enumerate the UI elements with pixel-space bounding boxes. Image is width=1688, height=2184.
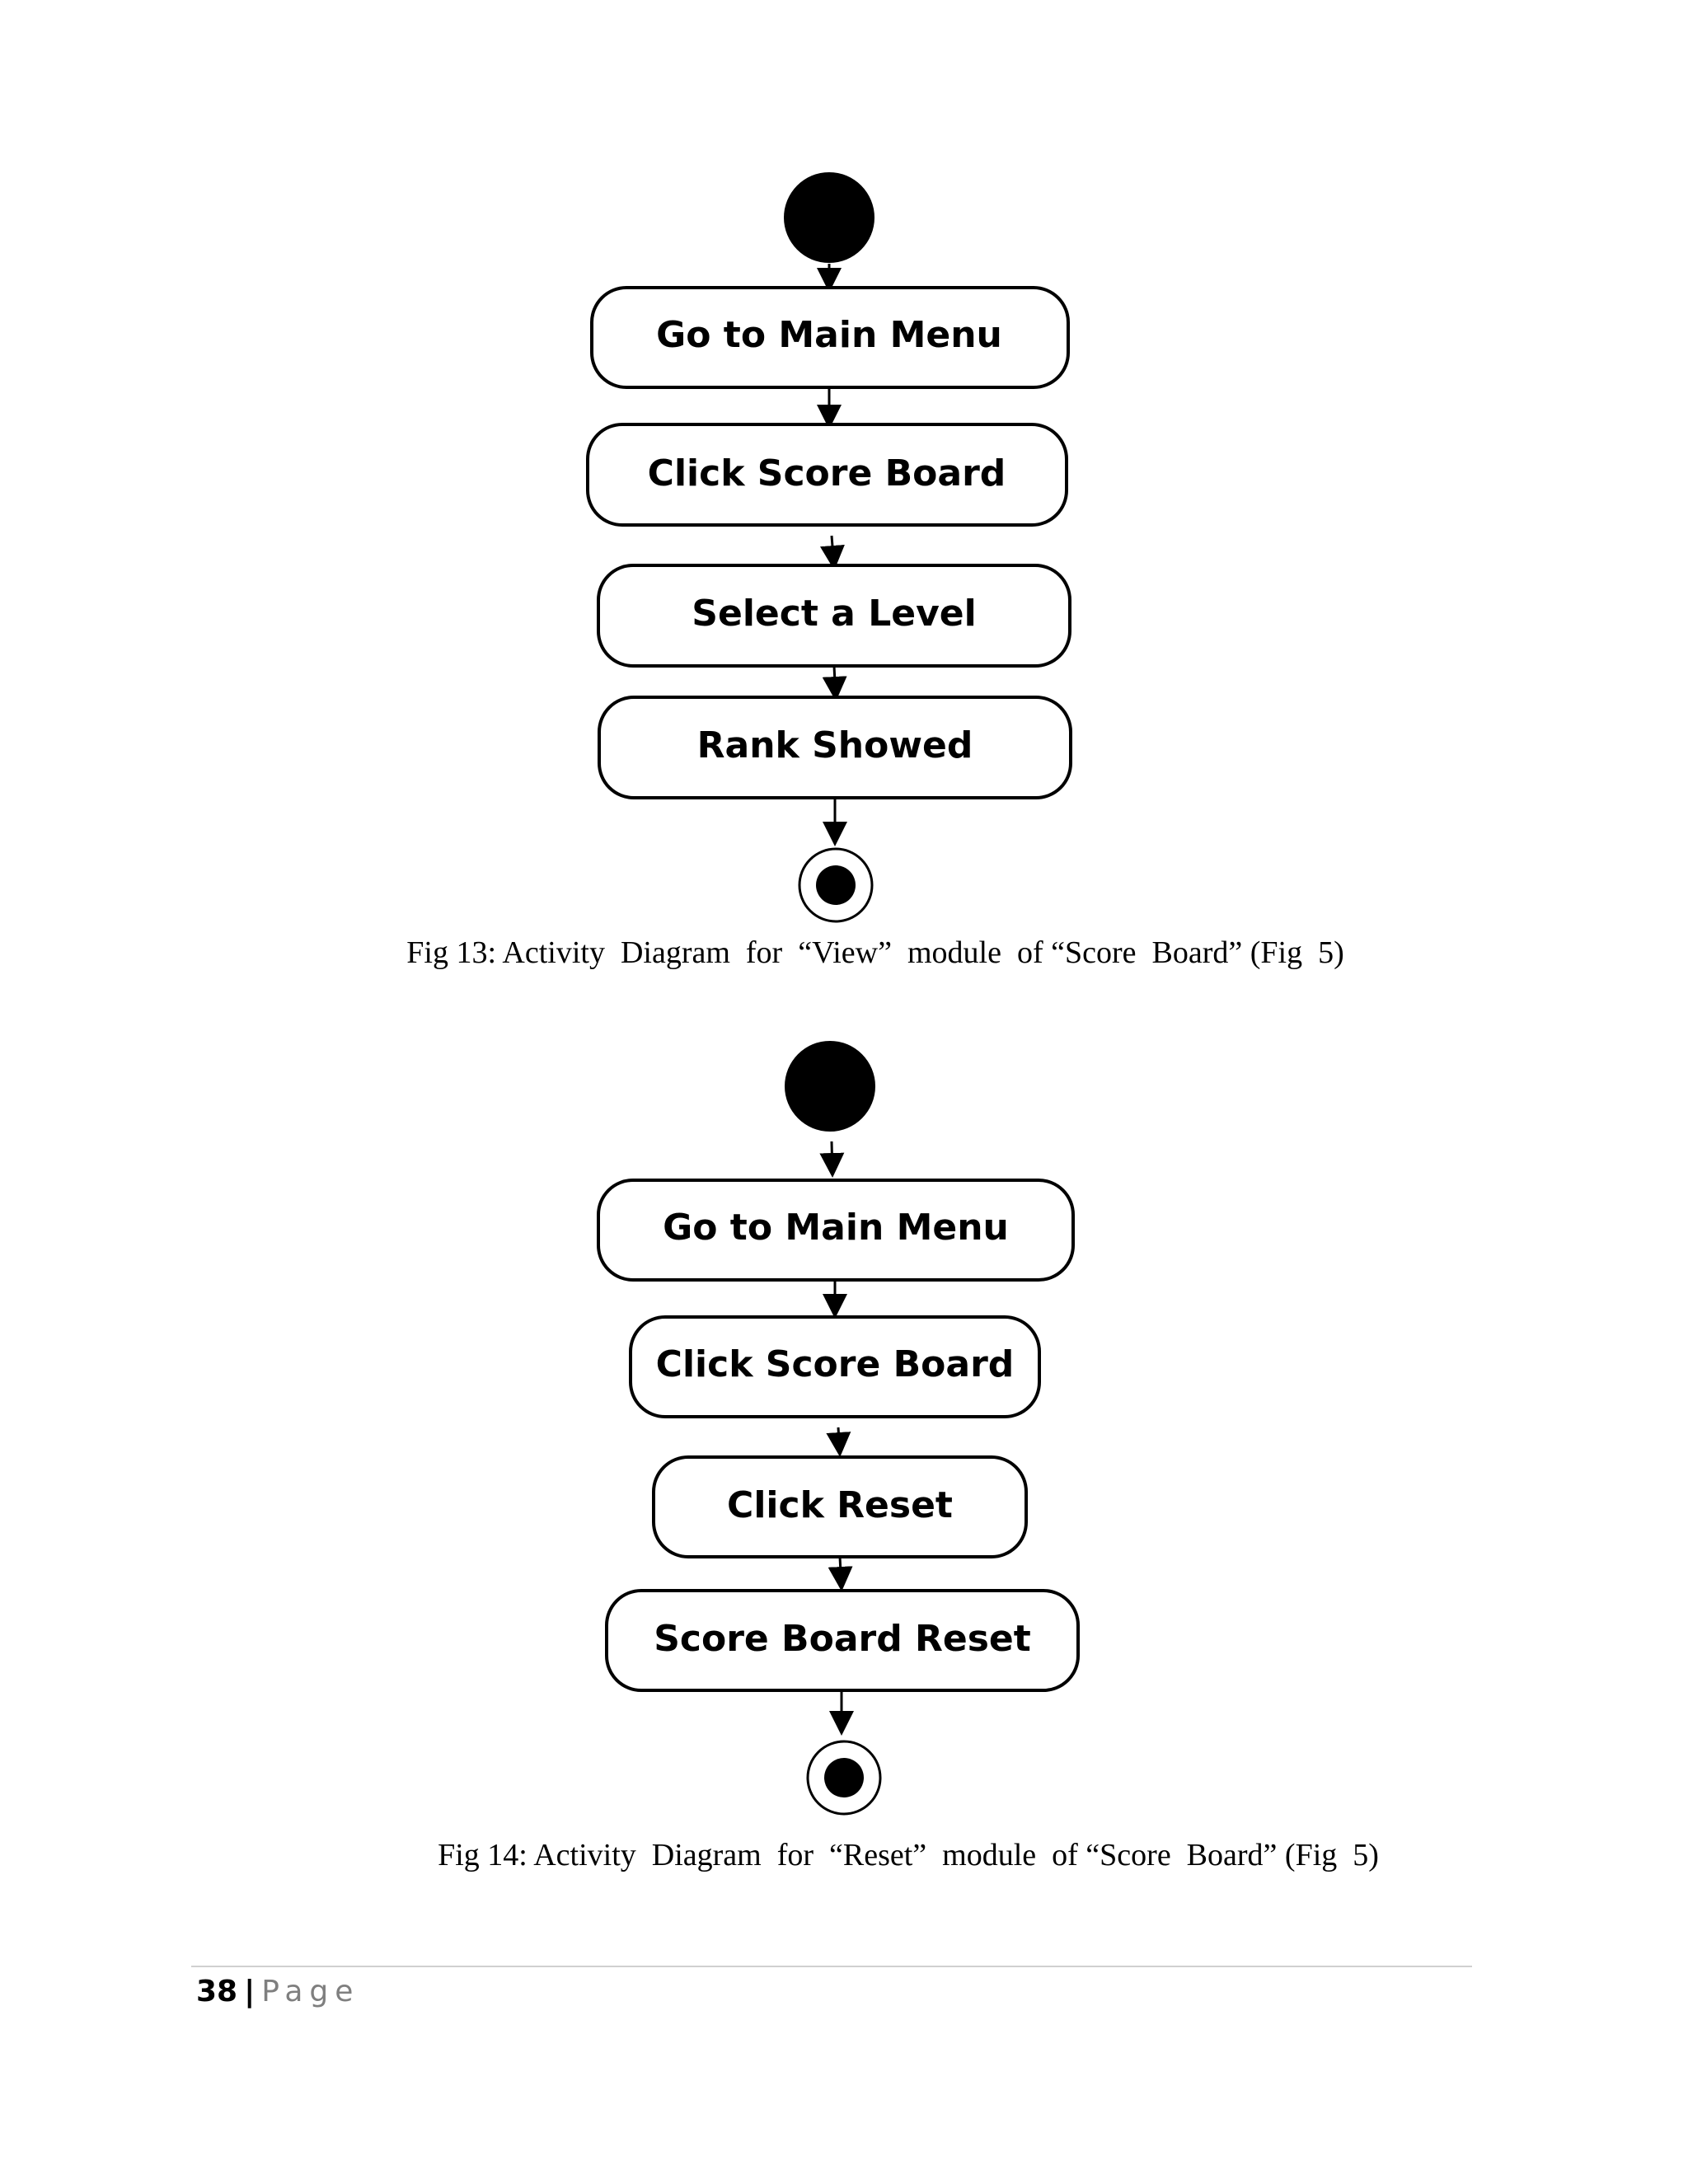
figure-13 bbox=[406, 172, 1343, 970]
fig13-caption: Fig 13: Activity Diagram for “View” module of “Score Board” (Fig 5) bbox=[406, 935, 1344, 970]
page-number: 38 bbox=[196, 1975, 238, 2008]
fig14-flow-arrow-3 bbox=[838, 1427, 840, 1455]
footer-divider bbox=[191, 1966, 1472, 1967]
fig14-step-3-label: Click Reset bbox=[727, 1484, 953, 1526]
fig13-step-2-label: Click Score Board bbox=[647, 452, 1006, 494]
fig13-flow-arrow-3 bbox=[832, 536, 834, 568]
fig14-final-node-dot bbox=[824, 1758, 864, 1797]
fig13-final-node-dot bbox=[816, 865, 856, 905]
fig13-step-4-label: Rank Showed bbox=[696, 724, 973, 766]
page-word: Page bbox=[261, 1975, 360, 2008]
fig14-caption: Fig 14: Activity Diagram for “Reset” module of “Score Board” (Fig 5) bbox=[438, 1838, 1379, 1872]
footer-separator: | bbox=[244, 1975, 256, 2008]
page-footer bbox=[196, 1975, 359, 2008]
fig14-initial-node bbox=[785, 1041, 875, 1132]
fig14-step-2-label: Click Score Board bbox=[655, 1343, 1015, 1385]
fig13-step-3-label: Select a Level bbox=[692, 593, 977, 635]
fig14-step-1-label: Go to Main Menu bbox=[663, 1207, 1009, 1249]
fig13-flow-arrow-4 bbox=[834, 666, 836, 699]
fig14-flow-arrow-4 bbox=[840, 1557, 842, 1589]
fig13-step-1-label: Go to Main Menu bbox=[656, 314, 1002, 356]
fig13-initial-node bbox=[784, 172, 874, 263]
fig14-step-4-label: Score Board Reset bbox=[654, 1618, 1031, 1660]
figure-14 bbox=[438, 1041, 1379, 1872]
